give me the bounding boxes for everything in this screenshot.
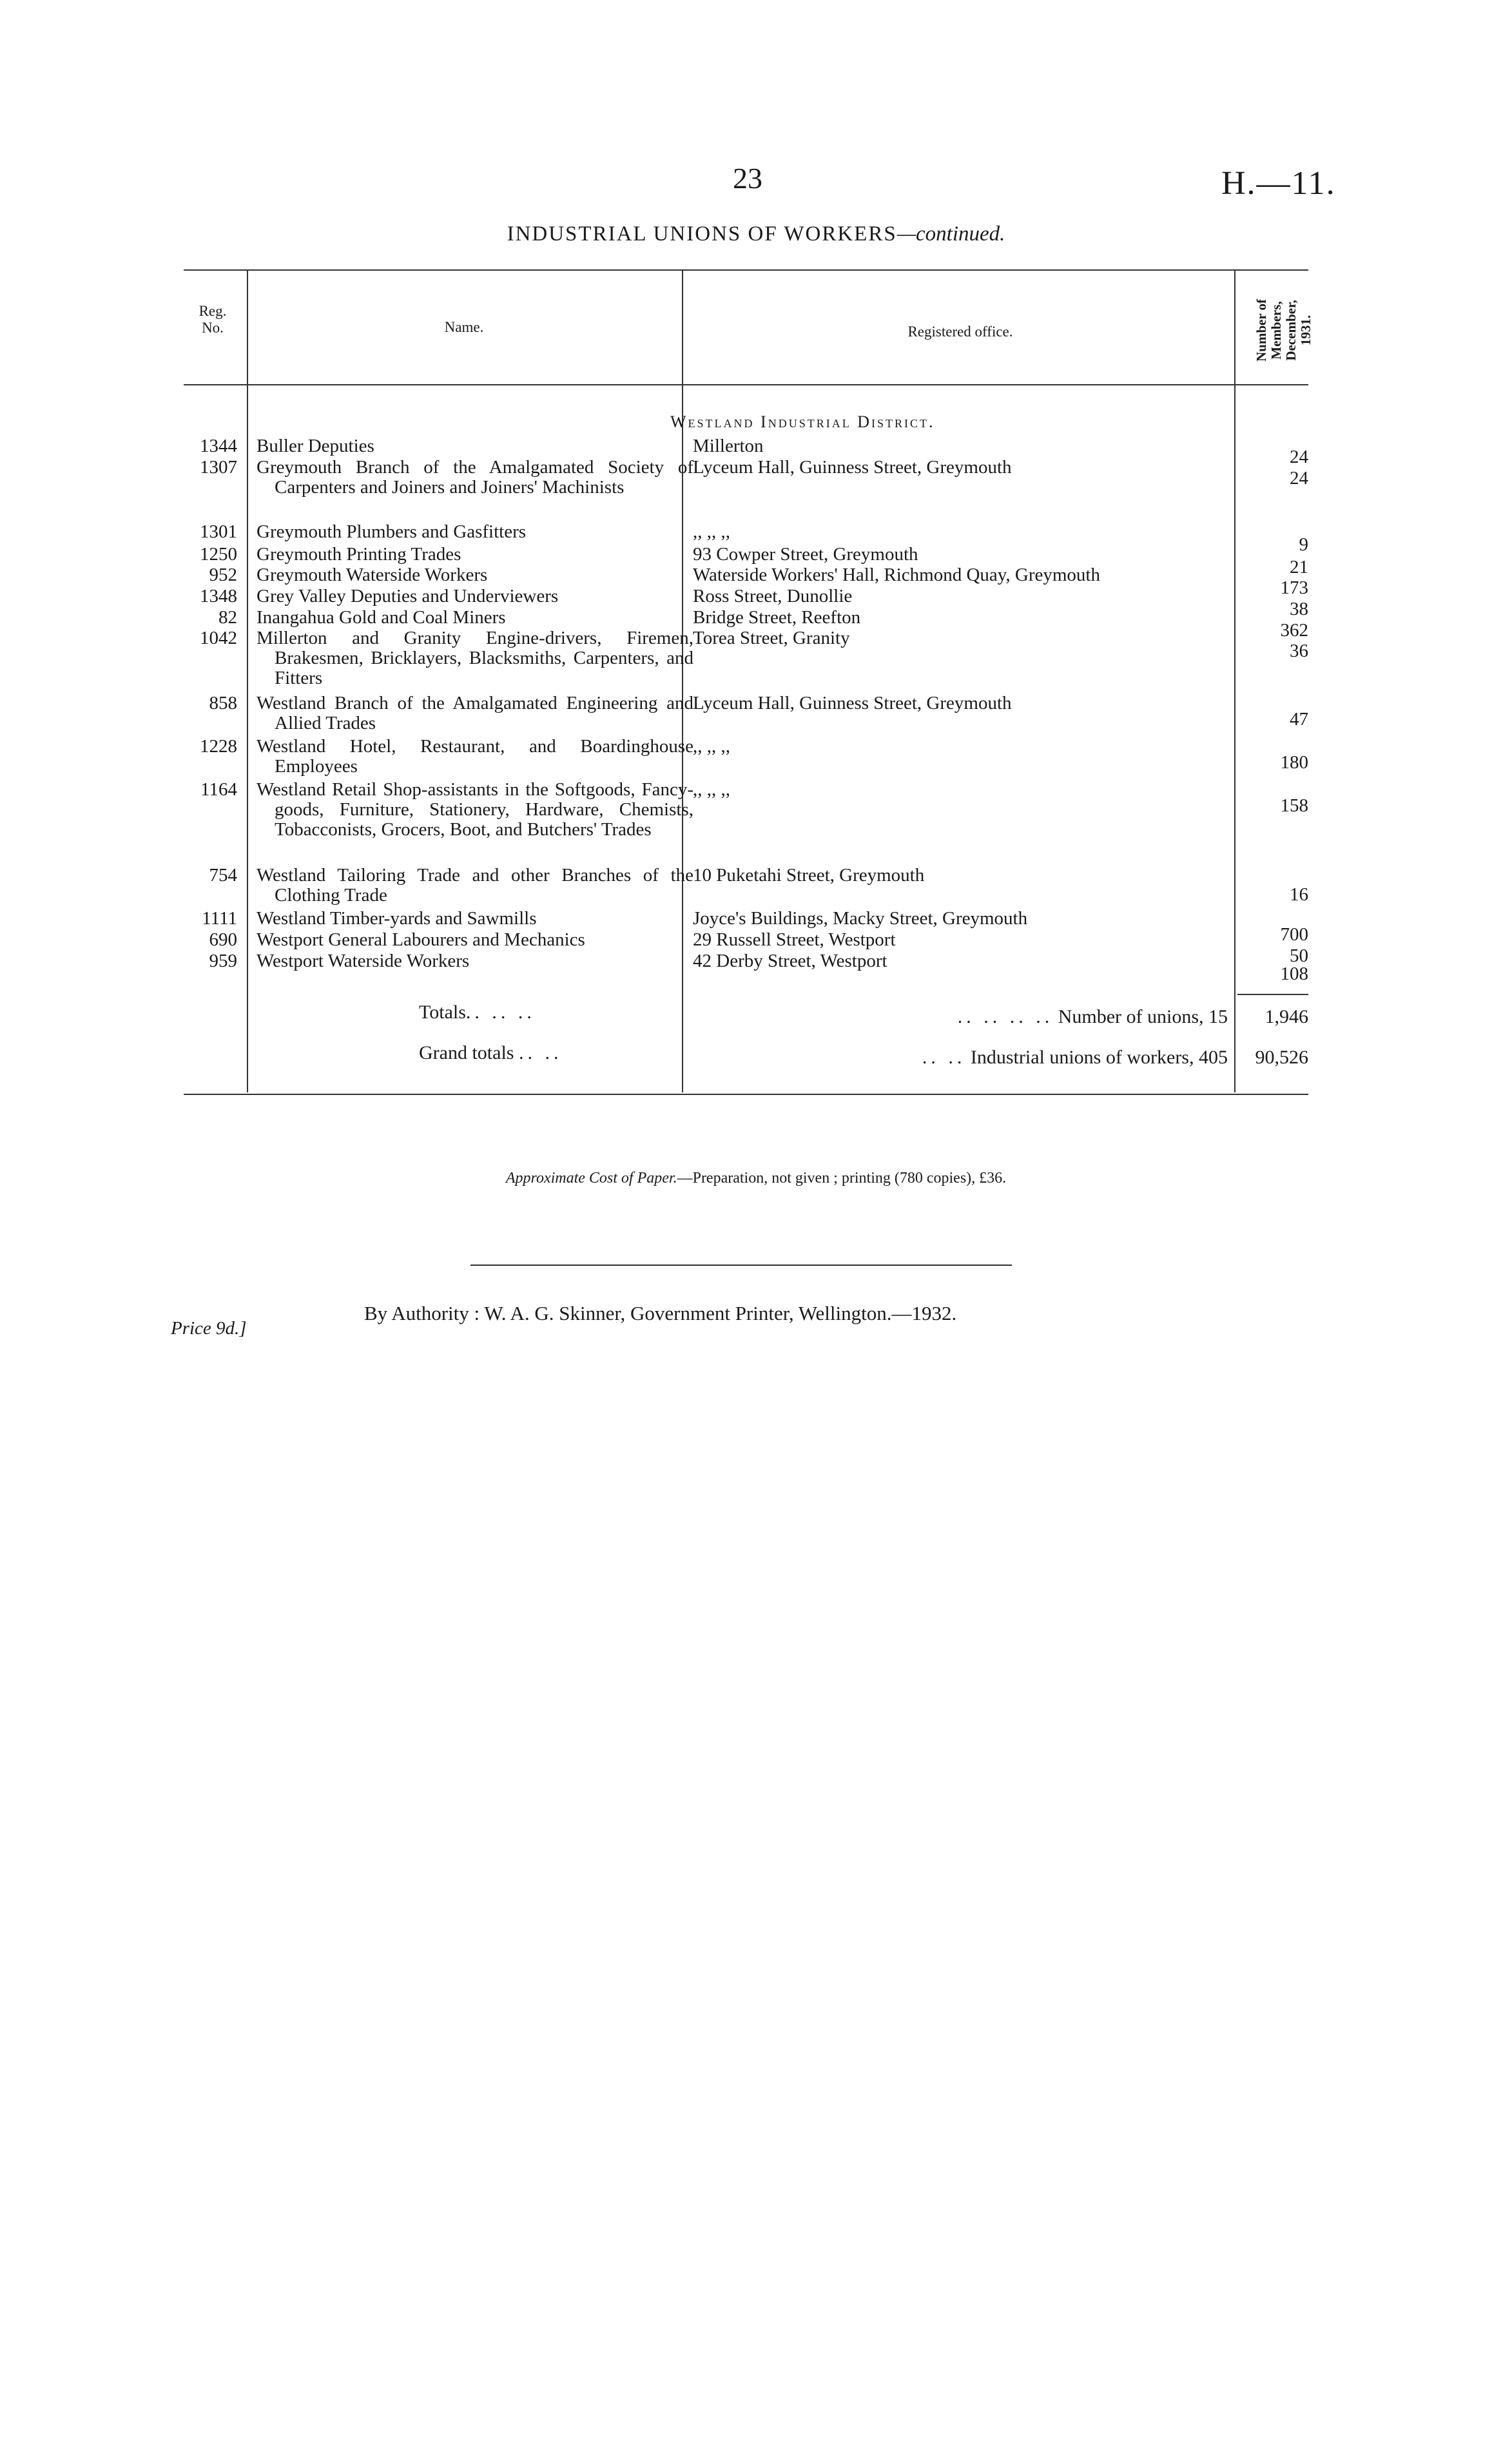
row-union-name: Westland Tailoring Trade and other Branches of the Clothing Trade — [257, 865, 693, 906]
row-union-name: Inangahua Gold and Coal Miners — [257, 607, 506, 628]
row-members: 9 — [1299, 534, 1308, 555]
col-header-members-text: Number of Members, December, 1931. — [1254, 298, 1313, 362]
price: Price 9d.] — [171, 1318, 247, 1339]
row-union-name: Buller Deputies — [257, 436, 374, 456]
row-union-name: Grey Valley Deputies and Underviewers — [257, 586, 559, 606]
document-code: H.—11. — [1221, 165, 1336, 202]
row-registered-office: 29 Russell Street, Westport — [693, 929, 896, 950]
grand-totals-office: .. .. Industrial unions of workers, 405 — [922, 1047, 1228, 1068]
row-registered-office: ,, ,, ,, — [693, 779, 730, 800]
row-union-name: Millerton and Granity Engine-drivers, Firemen, Brakesmen, Bricklayers, Blacksmiths, Carpenters, and Fitters — [257, 628, 693, 688]
row-reg-no: 1348 — [200, 586, 237, 606]
cost-note-italic: Approximate Cost of Paper. — [505, 1170, 677, 1187]
table-header-bottom-rule — [184, 384, 1308, 385]
table-top-rule — [184, 269, 1308, 271]
totals-office-text: Number of unions, 15 — [1058, 1006, 1228, 1027]
row-members: 47 — [1290, 709, 1308, 730]
row-members: 16 — [1290, 884, 1308, 905]
row-registered-office: Lyceum Hall, Guinness Street, Greymouth — [693, 693, 1012, 713]
row-reg-no: 1164 — [200, 779, 237, 800]
district-heading: Westland Industrial District. — [670, 412, 935, 431]
grand-totals-label: Grand totals .. .. — [419, 1042, 563, 1063]
grand-totals-members: 90,526 — [1255, 1047, 1308, 1068]
row-reg-no: 1111 — [202, 908, 237, 929]
row-members: 24 — [1290, 468, 1308, 489]
row-union-name: Greymouth Plumbers and Gasfitters — [257, 521, 527, 542]
page-number: 23 — [733, 162, 762, 195]
row-union-name: Westland Hotel, Restaurant, and Boardinghouse Employees — [257, 736, 693, 777]
row-reg-no: 959 — [209, 951, 237, 971]
totals-label: Totals.. .. .. — [419, 1002, 536, 1023]
col-header-name: Name. — [444, 319, 484, 335]
row-union-name: Westport Waterside Workers — [257, 951, 470, 971]
row-members: 158 — [1280, 795, 1308, 816]
totals-office: .. .. .. .. Number of unions, 15 — [957, 1006, 1228, 1027]
row-registered-office: 42 Derby Street, Westport — [693, 951, 887, 971]
row-reg-no: 690 — [209, 929, 237, 950]
row-registered-office: Joyce's Buildings, Macky Street, Greymouth — [693, 908, 1028, 929]
row-registered-office: Bridge Street, Reefton — [693, 607, 861, 628]
row-registered-office: Waterside Workers' Hall, Richmond Quay, Greymouth — [693, 565, 1100, 585]
row-reg-no: 858 — [209, 693, 237, 713]
footer-rule — [470, 1265, 1012, 1266]
totals-members: 1,946 — [1265, 1006, 1308, 1027]
row-members: 36 — [1290, 641, 1308, 661]
col-header-reg: Reg. No. — [199, 303, 227, 336]
row-union-name: Greymouth Waterside Workers — [257, 565, 488, 585]
cost-note-text: —Preparation, not given ; printing (780 copies), £36. — [677, 1170, 1007, 1187]
row-members: 21 — [1290, 557, 1308, 577]
row-members: 180 — [1280, 752, 1308, 773]
row-reg-no: 82 — [218, 607, 237, 628]
row-members: 50 — [1290, 945, 1308, 966]
table-bottom-rule — [184, 1094, 1308, 1095]
row-members: 108 — [1280, 964, 1308, 984]
grand-totals-office-text: Industrial unions of workers, 405 — [970, 1047, 1228, 1068]
row-registered-office: 93 Cowper Street, Greymouth — [693, 544, 918, 565]
row-reg-no: 1301 — [200, 521, 237, 542]
row-registered-office: Millerton — [693, 436, 764, 456]
row-registered-office: Torea Street, Granity — [693, 628, 850, 648]
row-registered-office: ,, ,, ,, — [693, 736, 730, 757]
row-reg-no: 1042 — [200, 628, 237, 648]
row-members: 362 — [1280, 620, 1308, 641]
row-reg-no: 1250 — [200, 544, 237, 565]
row-registered-office: Lyceum Hall, Guinness Street, Greymouth — [693, 457, 1012, 478]
row-members: 700 — [1280, 924, 1308, 945]
title-suffix: —continued. — [897, 222, 1005, 246]
row-union-name: Greymouth Printing Trades — [257, 544, 461, 565]
row-members: 38 — [1290, 599, 1308, 619]
totals-rule — [1237, 994, 1308, 995]
row-reg-no: 754 — [209, 865, 237, 886]
cost-note — [0, 1170, 1512, 1187]
totals-label-text: Totals — [419, 1002, 466, 1023]
row-union-name: Westland Timber-yards and Sawmills — [257, 908, 537, 929]
col-divider-3 — [1234, 271, 1236, 1092]
row-reg-no: 952 — [209, 565, 237, 585]
grand-totals-label-text: Grand totals — [419, 1042, 514, 1063]
row-union-name: Westland Branch of the Amalgamated Engineering and Allied Trades — [257, 693, 693, 733]
row-union-name: Westland Retail Shop-assistants in the Softgoods, Fancy-goods, Furniture, Stationery, Hardware, Chemists, Tobacconists, Grocers, Boot, and Butchers' Trades — [257, 779, 693, 840]
row-reg-no: 1307 — [200, 457, 237, 478]
col-header-office: Registered office. — [907, 324, 1013, 340]
page-title — [0, 222, 1512, 246]
row-registered-office: ,, ,, ,, — [693, 521, 730, 542]
row-members: 173 — [1280, 577, 1308, 598]
row-reg-no: 1344 — [200, 436, 237, 456]
row-union-name: Westport General Labourers and Mechanics — [257, 929, 585, 950]
row-reg-no: 1228 — [200, 736, 237, 757]
title-main: INDUSTRIAL UNIONS OF WORKERS — [507, 222, 897, 246]
row-union-name: Greymouth Branch of the Amalgamated Society of Carpenters and Joiners and Joiners' Machinists — [257, 457, 693, 498]
row-members: 24 — [1290, 447, 1308, 467]
printer-authority: By Authority : W. A. G. Skinner, Government Printer, Wellington.—1932. — [364, 1302, 957, 1324]
col-divider-1 — [247, 271, 248, 1092]
row-registered-office: Ross Street, Dunollie — [693, 586, 853, 606]
col-header-members — [1236, 280, 1326, 377]
row-registered-office: 10 Puketahi Street, Greymouth — [693, 865, 925, 886]
